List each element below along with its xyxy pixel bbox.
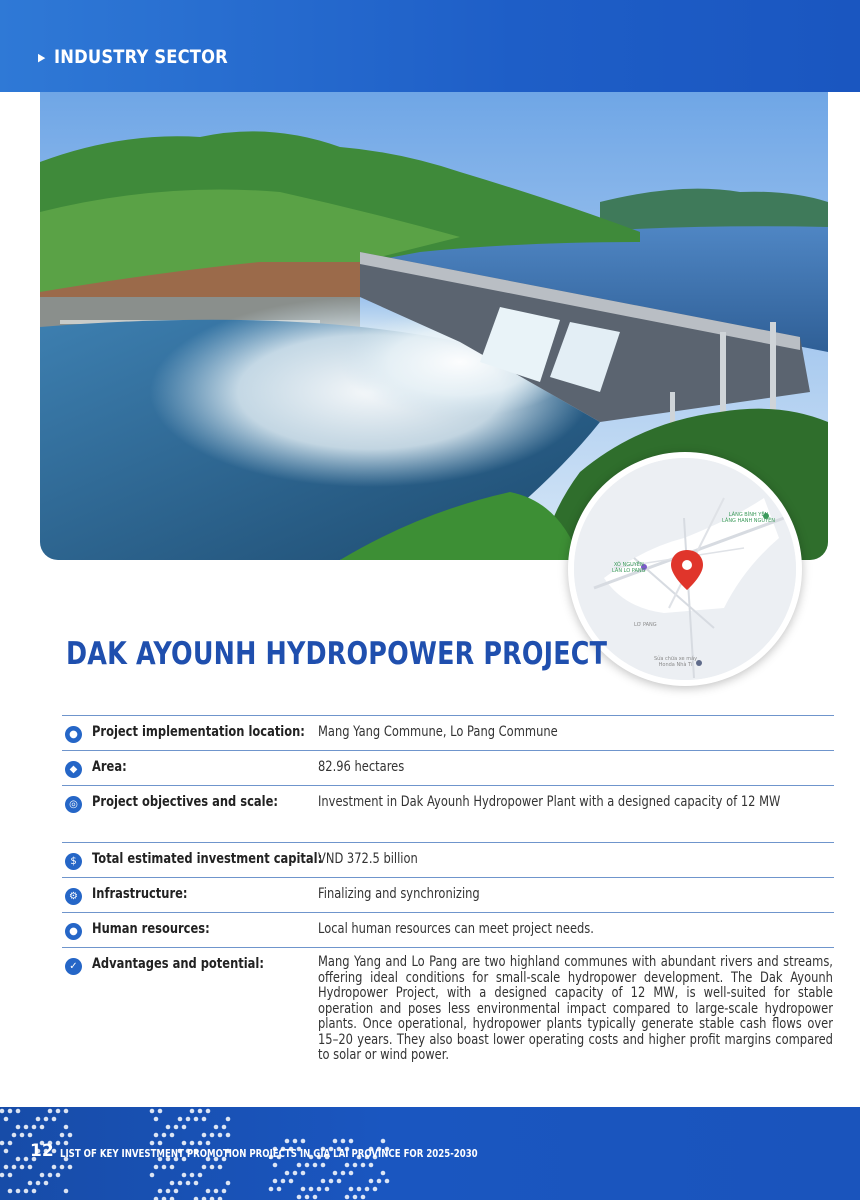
detail-label: Total estimated investment capital:: [92, 851, 323, 867]
detail-label: Advantages and potential:: [92, 956, 264, 972]
detail-value: Finalizing and synchronizing: [318, 886, 480, 902]
check-icon: ✓: [65, 958, 82, 975]
detail-label: Area:: [92, 759, 127, 775]
area-icon: ◆: [65, 761, 82, 778]
target-icon: ◎: [65, 796, 82, 813]
map-label-lang-binh-yen: LÀNG BÌNH YÊN LÀNG HANH NGUYÊN: [722, 512, 776, 524]
detail-row-infrastructure: [62, 877, 834, 912]
detail-value: VND 372.5 billion: [318, 851, 418, 867]
detail-row-human-resources: [62, 912, 834, 947]
project-details-table: [62, 715, 834, 1063]
detail-row-advantages: [62, 947, 834, 1063]
detail-value: Mang Yang and Lo Pang are two highland communes with abundant rivers and streams, offering ideal conditions for small-scale hydropower development. The Dak Ayounh Hydropower Project, with a designed capacity of 12 MW, is well-suited for stable operation and poses less environmental impact compared to large-scale hydropower plants. Once operational, hydropower plants typically generate stable cash flows over 15–20 years. They also boast lower operating costs and higher profit margins compared to solar or wind power.: [318, 954, 833, 1063]
map-label-lo-pang: LƠ PANG: [634, 622, 657, 628]
detail-row-capital: [62, 842, 834, 877]
map-label-honda: Sửa chữa xe máy Honda Nhà Tí: [654, 656, 698, 668]
section-header: [38, 46, 228, 68]
footer-caption: LIST OF KEY INVESTMENT PROMOTION PROJECTS IN GIA LAI PROVINCE FOR 2025-2030: [60, 1147, 478, 1160]
detail-label: Project implementation location:: [92, 724, 305, 740]
infrastructure-icon: ⚙: [65, 888, 82, 905]
page-number: 12: [30, 1141, 54, 1161]
detail-row-area: [62, 750, 834, 785]
detail-label: Human resources:: [92, 921, 210, 937]
detail-value: Local human resources can meet project needs.: [318, 921, 594, 937]
detail-label: Project objectives and scale:: [92, 794, 278, 810]
person-icon: ●: [65, 923, 82, 940]
detail-label: Infrastructure:: [92, 886, 188, 902]
section-label: INDUSTRY SECTOR: [54, 46, 228, 68]
detail-row-objectives: [62, 785, 834, 842]
detail-row-location: [62, 715, 834, 750]
map-label-xo-nguyen: XÓ NGUYÊN LÀN LO PANG: [612, 562, 646, 574]
money-bag-icon: $: [65, 853, 82, 870]
detail-value: Investment in Dak Ayounh Hydropower Plant with a designed capacity of 12 MW: [318, 794, 781, 810]
detail-value: 82.96 hectares: [318, 759, 405, 775]
project-title: DAK AYOUNH HYDROPOWER PROJECT: [66, 636, 608, 672]
detail-value: Mang Yang Commune, Lo Pang Commune: [318, 724, 558, 740]
location-pin-icon: ●: [65, 726, 82, 743]
triangle-bullet-icon: ▶: [38, 50, 46, 64]
